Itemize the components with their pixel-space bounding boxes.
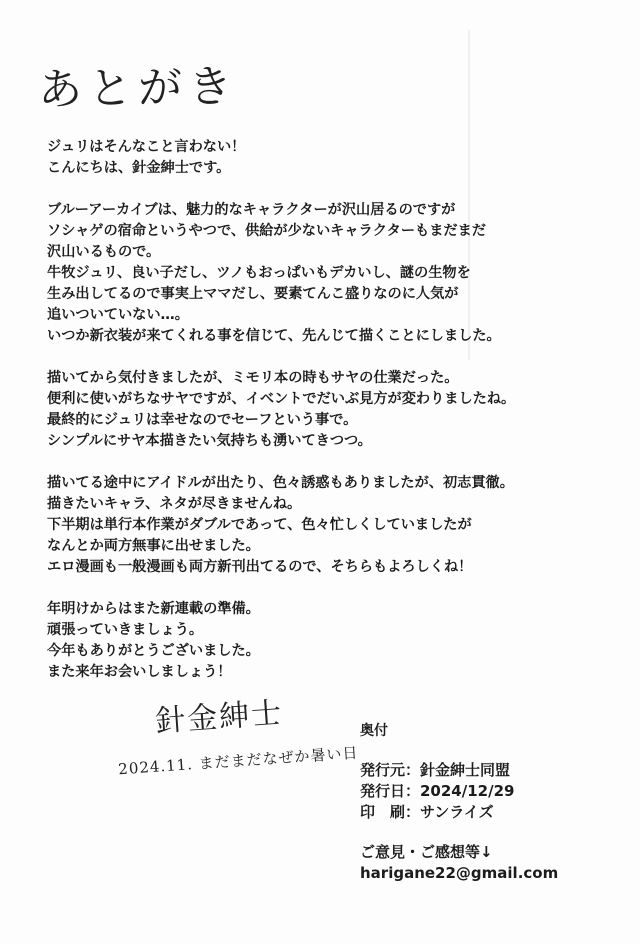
text-line: 年明けからはまた新連載の準備。: [47, 601, 260, 617]
text-line: また来年お会いしましょう！: [47, 664, 232, 680]
colophon-heading: 奥付: [360, 723, 388, 739]
text-line: 描いてから気付きましたが、ミモリ本の時もサヤの仕業だった。: [47, 370, 459, 386]
handwritten-signature: 針金紳士: [154, 695, 285, 740]
text-line: ソシャゲの宿命というやつで、供給が少ないキャラクターもまだまだ: [47, 223, 486, 239]
contact-block: [360, 842, 558, 884]
text-line: 頑張っていきましょう。: [47, 622, 204, 638]
paragraph-progress: [47, 473, 607, 578]
paragraph-saya: [47, 368, 607, 452]
colophon-printer: 印 刷：サンライズ: [360, 803, 494, 821]
colophon-publisher: 発行元：針金紳士同盟: [360, 761, 511, 779]
handwritten-date-note: 2024.11. まだまだなぜか暑い日: [117, 743, 359, 779]
text-line: 沢山いるもので。: [47, 244, 161, 260]
text-line: ジュリはそんなこと言わない！: [47, 139, 246, 155]
text-line: 追いついていない…。: [47, 307, 189, 323]
page-title: あとがき: [37, 61, 239, 116]
text-line: 生み出してるので事実上ママだし、要素てんこ盛りなのに人気が: [47, 286, 459, 302]
text-line: 牛牧ジュリ、良い子だし、ツノもおっぱいもデカいし、謎の生物を: [47, 265, 471, 281]
text-line: なんとか両方無事に出せました。: [47, 538, 260, 554]
text-line: 描きたいキャラ、ネタが尽きませんね。: [47, 496, 302, 512]
text-line: いつか新衣装が来てくれる事を信じて、先んじて描くことにしました。: [47, 328, 501, 344]
afterword-body: [47, 137, 607, 704]
text-line: 今年もありがとうございました。: [47, 643, 260, 659]
text-line: 描いてる途中にアイドルが出たり、色々誘惑もありましたが、初志貫徹。: [47, 475, 514, 491]
text-line: エロ漫画も一般漫画も両方新刊出てるので、そちらもよろしくね！: [47, 559, 473, 575]
text-line: 便利に使いがちなサヤですが、イベントでだいぶ見方が変わりましたね。: [47, 391, 516, 407]
text-line: こんにちは、針金紳士です。: [47, 160, 231, 176]
text-line: 最終的にジュリは幸せなのでセーフという事で。: [47, 412, 358, 428]
text-line: 下半期は単行本作業がダブルであって、色々忙しくしていましたが: [47, 517, 472, 533]
colophon-issue-date: 発行日：2024/12/29: [360, 782, 515, 800]
text-line: ブルーアーカイブは、魅力的なキャラクターが沢山居るのですが: [47, 202, 456, 218]
paragraph-closing: [47, 599, 607, 683]
colophon: [360, 720, 514, 823]
paragraph-greeting: [47, 137, 607, 179]
contact-label: ご意見・ご感想等↓: [360, 843, 493, 861]
contact-email[interactable]: harigane22@gmail.com: [360, 864, 559, 882]
text-line: シンプルにサヤ本描きたい気持ちも湧いてきつつ。: [47, 433, 372, 449]
paragraph-intro: [47, 200, 607, 347]
